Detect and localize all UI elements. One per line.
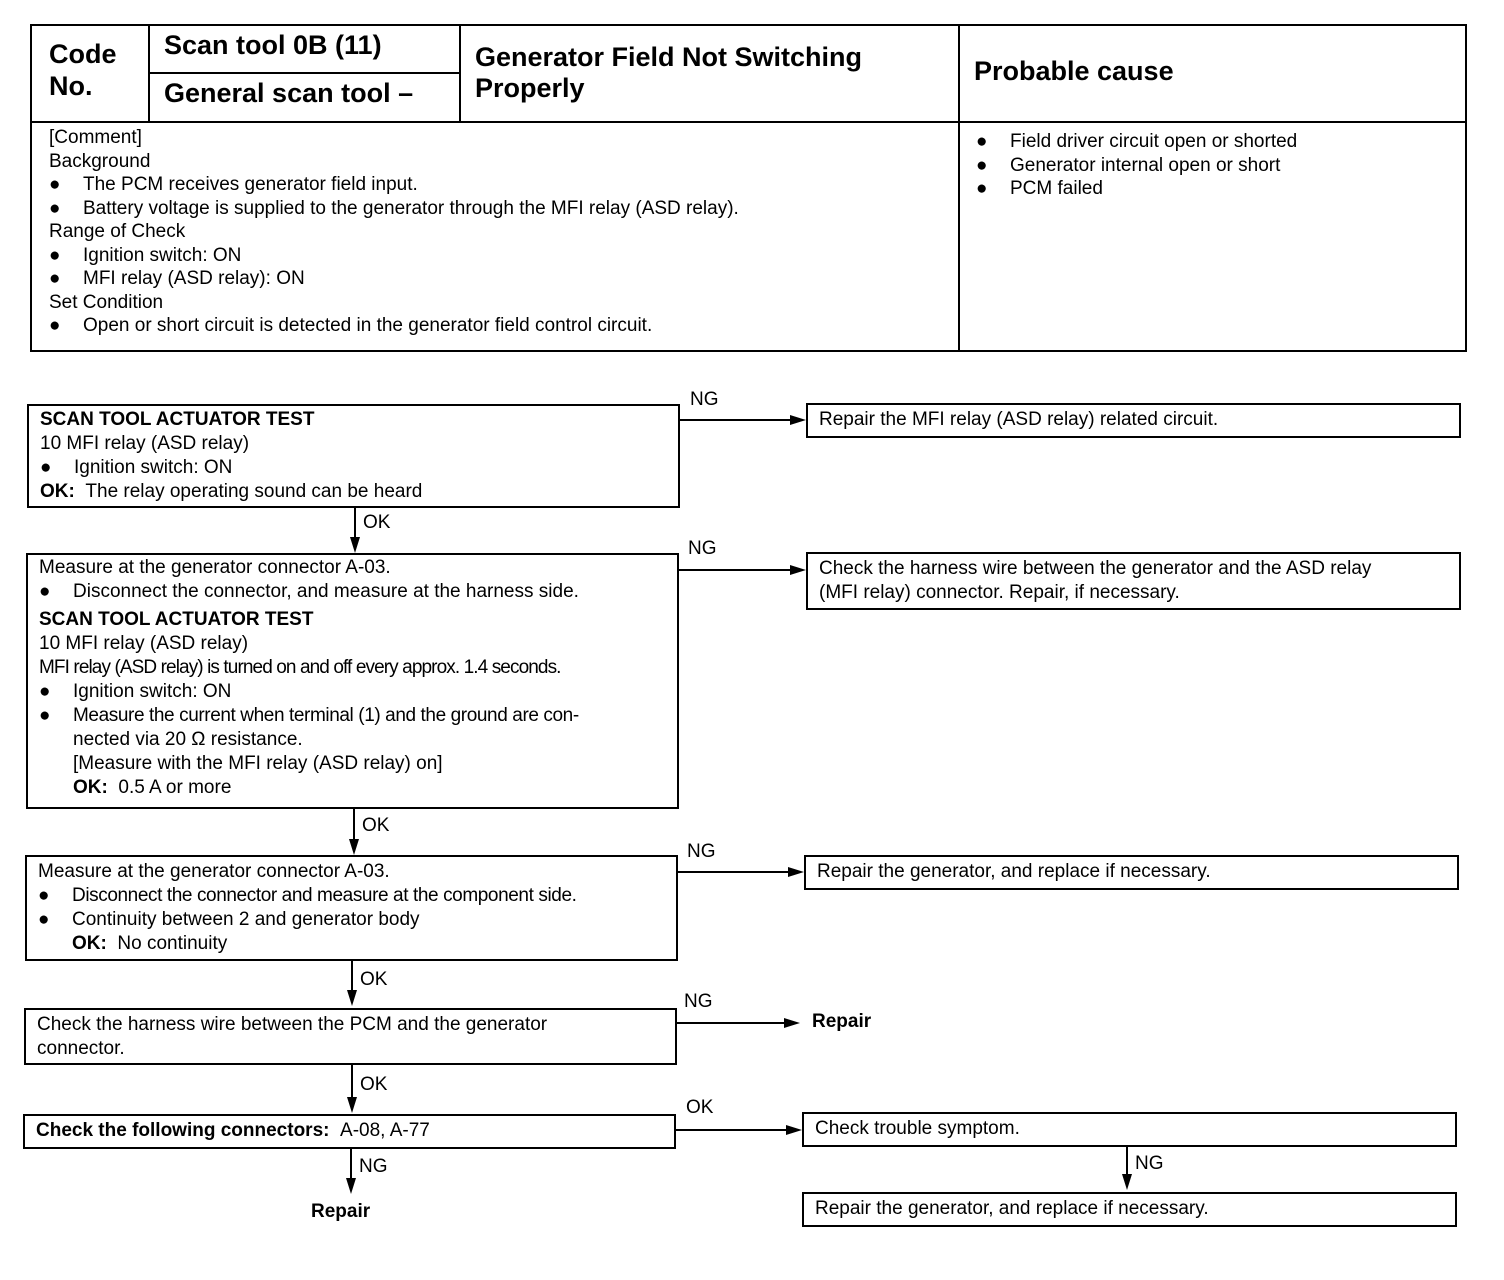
step4-line2: connector. (37, 1038, 125, 1059)
ng-arrow-1-line (680, 419, 792, 421)
step2-title: SCAN TOOL ACTUATOR TEST (39, 609, 314, 630)
step-continuity-box (25, 855, 678, 961)
bullet-icon: ● (976, 131, 988, 152)
ok-arrow-3-line (351, 961, 353, 991)
result-check-harness-box (806, 552, 1461, 610)
step1-bullet (40, 456, 678, 480)
step3-line1: Measure at the generator connector A-03. (38, 861, 390, 882)
step2-bullet2-text: Ignition switch: ON (73, 681, 232, 702)
step5-label: Check the following connectors: (36, 1120, 330, 1141)
bullet-icon: ● (40, 457, 52, 478)
probable-cause-text: Generator internal open or short (1010, 154, 1281, 176)
comment-heading (49, 220, 739, 244)
ng-label-3: NG (687, 841, 716, 862)
arrow-down-icon (349, 839, 359, 855)
ok-arrow-4-line (351, 1065, 353, 1099)
step2-line1: Measure at the generator connector A-03. (39, 557, 391, 578)
probable-cause-list (976, 130, 1297, 201)
arrow-right-icon (788, 867, 804, 877)
ng-label-2: NG (688, 538, 717, 559)
step3-bullet2-text: Continuity between 2 and generator body (72, 909, 420, 930)
result-repair-generator-final-box (802, 1192, 1457, 1227)
step3-bullet1-text: Disconnect the connector and measure at the component side. (72, 885, 577, 906)
bullet-icon: ● (49, 197, 61, 219)
step3-ok (38, 932, 676, 956)
step2-ok (39, 776, 677, 800)
probable-cause-title: Probable cause (974, 56, 1174, 86)
result2-line1: Check the harness wire between the generator and the ASD relay (819, 558, 1372, 579)
step2-line2: 10 MFI relay (ASD relay) (39, 633, 249, 654)
step5-line (36, 1119, 674, 1143)
arrow-right-icon (790, 565, 806, 575)
ng-label-5: NG (359, 1156, 388, 1177)
step2-bullet1-text: Disconnect the connector, and measure at the harness side. (73, 581, 579, 602)
comment-block (49, 126, 739, 338)
comment-text: The PCM receives generator field input. (83, 174, 418, 195)
arrow-down-icon (1122, 1174, 1132, 1190)
comment-text: MFI relay (ASD relay): ON (83, 268, 305, 289)
result-repair-text: Repair (812, 1011, 872, 1032)
comment-text: [Comment] (49, 127, 142, 148)
scan-tool-code: Scan tool 0B (11) (164, 30, 382, 60)
comment-bullet-item (49, 173, 739, 197)
ng-label-4: NG (684, 991, 713, 1012)
general-scan-tool-code: General scan tool – (164, 78, 414, 108)
arrow-down-icon (347, 1097, 357, 1113)
step2-bullet3 (39, 704, 677, 728)
step1-bullet-text: Ignition switch: ON (74, 457, 233, 478)
bullet-icon: ● (39, 581, 51, 602)
step1-ok-text: The relay operating sound can be heard (85, 481, 423, 502)
comment-text: Open or short circuit is detected in the generator field control circuit. (83, 315, 653, 336)
step2-ok-text: 0.5 A or more (118, 777, 232, 798)
comment-text: Battery voltage is supplied to the generator through the MFI relay (ASD relay). (83, 197, 739, 219)
result-repair-generator-box (804, 855, 1459, 890)
step3-bullet2 (38, 908, 676, 932)
result3-text: Repair the generator, and replace if necessary. (817, 861, 1211, 882)
ok-label: OK: (72, 933, 107, 954)
step2-line3: MFI relay (ASD relay) is turned on and off every approx. 1.4 seconds. (39, 657, 561, 678)
ok-label: OK: (73, 777, 108, 798)
comment-text: Background (49, 150, 151, 172)
probable-cause-item (976, 130, 1297, 154)
step2-bullet2 (39, 680, 677, 704)
ok-label-5: OK (686, 1097, 714, 1118)
probable-cause-text: Field driver circuit open or shorted (1010, 131, 1298, 152)
result-check-symptom-box (802, 1112, 1457, 1147)
step4-line1: Check the harness wire between the PCM and the generator (37, 1014, 548, 1035)
ok-arrow-1-line (354, 508, 356, 538)
step-connector-check-box (23, 1114, 676, 1149)
comment-bullet-item (49, 267, 739, 291)
arrow-right-icon (784, 1018, 800, 1028)
ng-arrow-3-line (678, 871, 789, 873)
header-table (30, 24, 1467, 352)
comment-bullet-item (49, 244, 739, 268)
arrow-down-icon (346, 1178, 356, 1194)
step-generator-current-box (26, 553, 679, 809)
ok-arrow-5-line (676, 1129, 786, 1131)
ok-label-1: OK (363, 512, 391, 533)
step2-bullet3-text: Measure the current when terminal (1) and the ground are con- (73, 705, 579, 726)
bullet-icon: ● (38, 909, 50, 930)
bullet-icon: ● (976, 178, 988, 199)
bullet-icon: ● (49, 268, 61, 289)
arrow-down-icon (350, 537, 360, 553)
bullet-icon: ● (49, 174, 61, 195)
step-actuator-test-box (27, 404, 680, 508)
final-repair-text: Repair (311, 1201, 371, 1222)
ng-arrow-6-line (1126, 1147, 1128, 1175)
step1-title: SCAN TOOL ACTUATOR TEST (40, 409, 315, 430)
step2-bullet3-cont: nected via 20 Ω resistance. (73, 729, 303, 750)
arrow-right-icon (790, 415, 806, 425)
ok-label-4: OK (360, 1074, 388, 1095)
result-repair-mfi-relay-box (806, 403, 1461, 438)
probable-cause-item (976, 177, 1297, 201)
comment-heading (49, 291, 739, 315)
bullet-icon: ● (49, 244, 61, 266)
step2-bullet3-note: [Measure with the MFI relay (ASD relay) on] (73, 753, 443, 774)
bullet-icon: ● (39, 705, 51, 726)
ok-label: OK: (40, 481, 75, 502)
bullet-icon: ● (38, 885, 50, 906)
ng-label-1: NG (690, 389, 719, 410)
step3-ok-text: No continuity (117, 933, 228, 954)
comment-bullet-item (49, 314, 739, 338)
diagnostic-title: Generator Field Not Switching Properly (475, 42, 863, 103)
probable-cause-item (976, 154, 1297, 178)
comment-text: Range of Check (49, 221, 186, 242)
comment-heading (49, 150, 739, 174)
bullet-icon: ● (39, 681, 51, 702)
step1-line: 10 MFI relay (ASD relay) (40, 433, 250, 454)
comment-text: Set Condition (49, 291, 164, 313)
ok-label-3: OK (360, 969, 388, 990)
ng-label-6: NG (1135, 1153, 1164, 1174)
ng-arrow-4-line (677, 1022, 785, 1024)
bullet-icon: ● (49, 315, 61, 336)
comment-text: Ignition switch: ON (83, 244, 242, 266)
comment-heading (49, 126, 739, 150)
result6-text: Repair the generator, and replace if necessary. (815, 1198, 1209, 1219)
step-harness-check-box (24, 1008, 677, 1065)
result5-text: Check trouble symptom. (815, 1118, 1020, 1139)
arrow-right-icon (786, 1125, 802, 1135)
step1-ok (40, 480, 678, 504)
ok-label-2: OK (362, 815, 390, 836)
bullet-icon: ● (976, 154, 988, 176)
step5-value: A-08, A-77 (340, 1120, 430, 1141)
probable-cause-text: PCM failed (1010, 178, 1103, 199)
ng-arrow-2-line (679, 569, 792, 571)
code-number-label: Code No. (49, 39, 117, 101)
comment-bullet-item (49, 197, 739, 221)
ok-arrow-2-line (353, 809, 355, 840)
result1-text: Repair the MFI relay (ASD relay) related circuit. (819, 409, 1219, 430)
arrow-down-icon (347, 990, 357, 1006)
result2-line2: (MFI relay) connector. Repair, if necessary. (819, 582, 1180, 603)
step2-bullet1 (39, 580, 677, 604)
ng-arrow-5-line (350, 1149, 352, 1180)
step3-bullet1 (38, 884, 676, 908)
